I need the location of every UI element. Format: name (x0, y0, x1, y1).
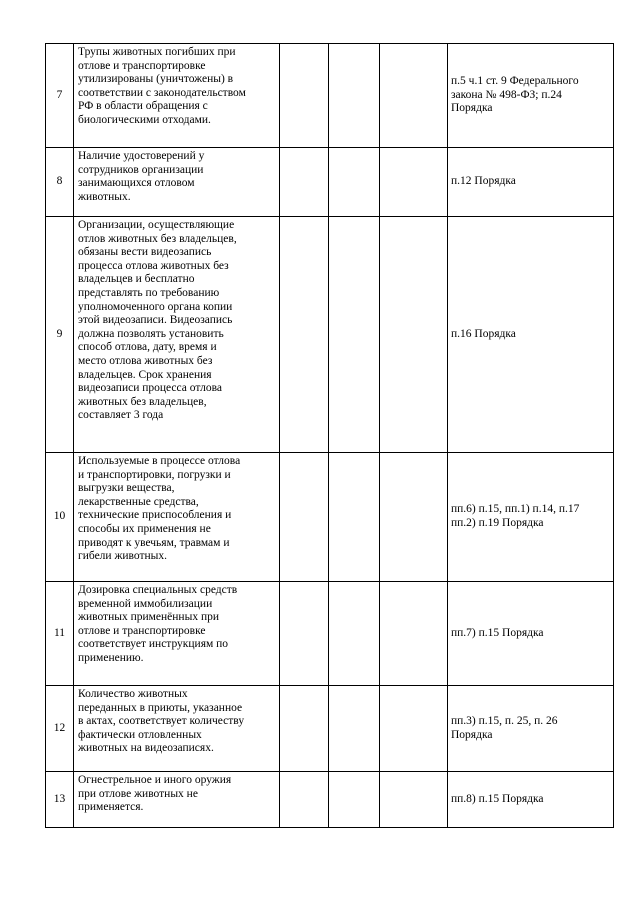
empty-cell (329, 44, 380, 148)
table-row (46, 217, 614, 453)
row-number: 11 (46, 582, 74, 686)
empty-cell (380, 686, 448, 772)
legal-reference: пп.7) п.15 Порядка (451, 626, 544, 639)
requirement-text: Дозировка специальных средств временной иммобилизации животных применённых при отлове и транспортировке соответствует инструкциям по применению. (78, 584, 238, 664)
requirement-text: Количество животных переданных в приюты, указанное в актах, соответствует количеству фактически отловленных животных на видеозаписях. (78, 688, 245, 755)
table-row (46, 148, 614, 217)
row-number: 10 (46, 453, 74, 582)
row-number: 8 (46, 148, 74, 217)
empty-cell (280, 217, 329, 453)
table-row (46, 582, 614, 686)
requirement-text: Используемые в процессе отлова и транспортировки, погрузки и выгрузки вещества, лекарственные средства, технические приспособления и способы их применения не приводят к увечьям, травмам и гибели животных. (78, 455, 241, 563)
empty-cell (280, 453, 329, 582)
table-row (46, 686, 614, 772)
requirement-text: Огнестрельное и иного оружия при отлове животных не применяется. (78, 774, 232, 814)
legal-reference: п.12 Порядка (451, 175, 516, 188)
checklist-table (45, 43, 614, 828)
row-number: 13 (46, 772, 74, 828)
empty-cell (280, 148, 329, 217)
empty-cell (280, 44, 329, 148)
table-row (46, 453, 614, 582)
empty-cell (380, 44, 448, 148)
empty-cell (380, 582, 448, 686)
empty-cell (329, 148, 380, 217)
row-number: 7 (46, 44, 74, 148)
empty-cell (380, 148, 448, 217)
legal-reference: пп.3) п.15, п. 25, п. 26 Порядка (451, 714, 558, 741)
empty-cell (380, 772, 448, 828)
legal-reference: п.5 ч.1 ст. 9 Федерального закона № 498-ФЗ; п.24 Порядка (451, 75, 579, 115)
empty-cell (380, 217, 448, 453)
legal-reference: пп.8) п.15 Порядка (451, 792, 544, 805)
empty-cell (329, 686, 380, 772)
empty-cell (329, 217, 380, 453)
requirement-text: Организации, осуществляющие отлов животных без владельцев, обязаны вести видеозапись процесса отлова животных без владельцев и бесплатно представлять по требованию уполномоченного органа копии этой видеозаписи. Видеозапись должна позволять установить способ отлова, дату, время и место отлова животных без владельцев. Срок хранения видеозаписи процесса отлова животных без владельцев, составляет 3 года (78, 219, 237, 422)
empty-cell (280, 686, 329, 772)
empty-cell (329, 582, 380, 686)
row-number: 12 (46, 686, 74, 772)
legal-reference: п.16 Порядка (451, 327, 516, 340)
legal-reference: пп.6) п.15, пп.1) п.14, п.17 пп.2) п.19 Порядка (451, 503, 580, 529)
empty-cell (329, 772, 380, 828)
empty-cell (380, 453, 448, 582)
row-number: 9 (46, 217, 74, 453)
empty-cell (280, 582, 329, 686)
empty-cell (329, 453, 380, 582)
table-row (46, 44, 614, 148)
requirement-text: Трупы животных погибших при отлове и транспортировке утилизированы (уничтожены) в соответствии с законодательством РФ в области обращения с биологическими отходами. (78, 46, 246, 126)
requirement-text: Наличие удостоверений у сотрудников организации занимающихся отловом животных. (78, 150, 205, 203)
table-row (46, 772, 614, 828)
empty-cell (280, 772, 329, 828)
